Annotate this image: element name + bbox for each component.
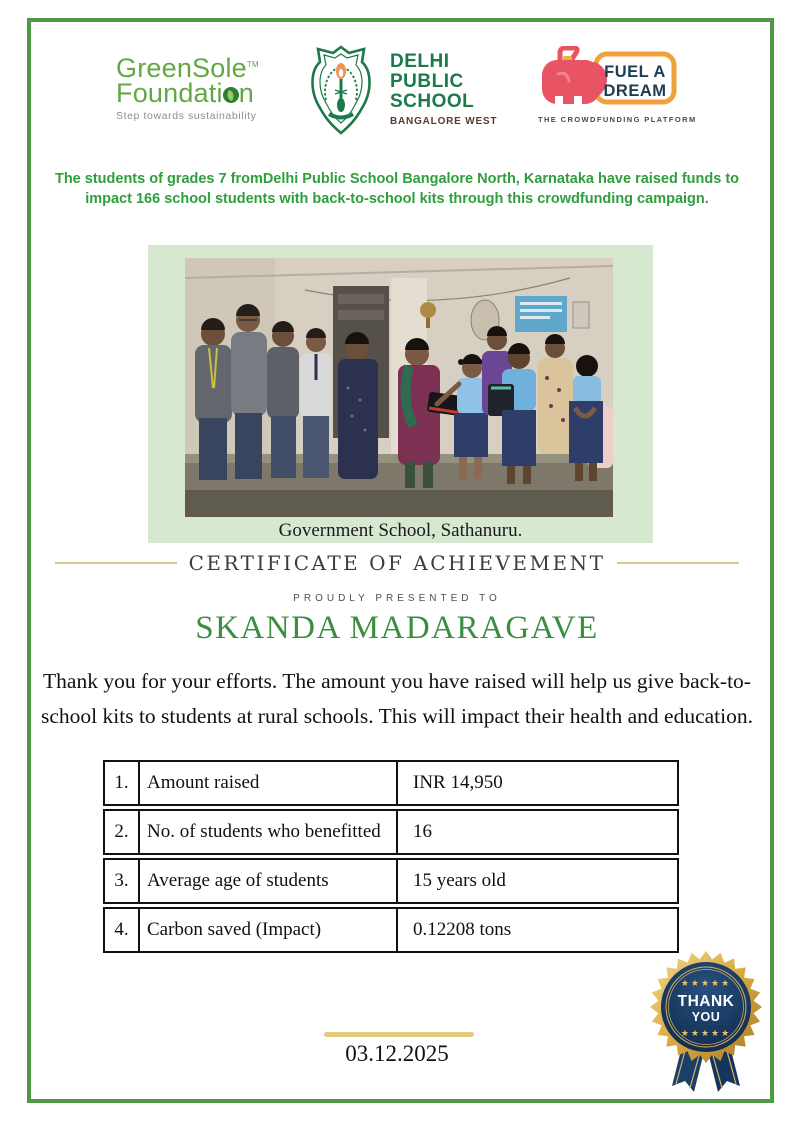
fuel-a-dream-logo <box>538 46 697 124</box>
row-value: 15 years old <box>413 870 506 891</box>
table-row <box>103 760 679 806</box>
date-rule <box>324 1032 474 1037</box>
row-value: INR 14,950 <box>413 772 503 793</box>
certificate-heading: CERTIFICATE OF ACHIEVEMENT <box>188 551 606 575</box>
gold-rule-left <box>55 562 177 564</box>
gold-rule-right <box>617 562 739 564</box>
table-row <box>103 907 679 953</box>
trademark-mark: TM <box>246 60 259 69</box>
thank-you-badge-icon <box>642 950 770 1100</box>
row-label: No. of students who benefitted <box>140 811 398 853</box>
dps-wordmark <box>390 44 497 136</box>
photo-panel <box>148 245 653 543</box>
dps-logo <box>304 44 497 136</box>
greensole-name-line1 <box>116 52 291 81</box>
stars-bottom: ★★★★★ <box>680 1028 732 1038</box>
dps-word-delhi: DELHI <box>390 51 450 72</box>
badge-word-thank: THANK <box>677 993 735 1010</box>
table-row <box>103 858 679 904</box>
row-number: 3. <box>105 860 140 902</box>
dps-word-public: PUBLIC <box>390 71 464 92</box>
thank-you-message: Thank you for your efforts. The amount you have raised will help us give back-to-school kits to students at rural schools. This will impact their health and education. <box>41 669 753 728</box>
dps-shield-icon <box>304 44 378 136</box>
greensole-word: Foundati <box>116 78 223 108</box>
campaign-intro-text: The students of grades 7 fromDelhi Public School Bangalore North, Karnataka have raised funds to impact 166 school students with back-to-school kits through this crowdfunding campaign. <box>54 171 740 207</box>
fad-word-fuel-a: FUEL A <box>604 63 666 81</box>
dps-word-school: SCHOOL <box>390 91 475 112</box>
row-label: Average age of students <box>140 860 398 902</box>
badge-word-you: YOU <box>691 1010 721 1024</box>
greensole-word: n <box>238 78 254 108</box>
school-photo <box>185 258 613 517</box>
certificate-heading-row <box>0 551 794 575</box>
greensole-word: GreenSole <box>116 53 247 83</box>
greensole-tagline: Step towards sustainability <box>116 110 257 122</box>
photo-caption: Government School, Sathanuru. <box>278 520 523 541</box>
row-number: 4. <box>105 909 140 951</box>
greensole-logo <box>116 52 291 122</box>
row-number: 1. <box>105 762 140 804</box>
row-value: 0.12208 tons <box>413 919 512 940</box>
row-value: 16 <box>413 821 432 842</box>
leaf-icon <box>223 87 239 103</box>
stars-top: ★★★★★ <box>680 978 732 988</box>
certificate-date: 03.12.2025 <box>345 1041 449 1066</box>
stats-table <box>103 760 679 956</box>
row-label: Amount raised <box>140 762 398 804</box>
fuel-a-dream-elephant-icon <box>538 46 678 108</box>
table-row <box>103 809 679 855</box>
fad-tagline: THE CROWDFUNDING PLATFORM <box>538 115 697 124</box>
greensole-name-line2 <box>116 78 291 108</box>
fad-word-dream: DREAM <box>603 82 667 100</box>
recipient-name: SKANDA MADARAGAVE <box>195 610 599 646</box>
row-number: 2. <box>105 811 140 853</box>
row-label: Carbon saved (Impact) <box>140 909 398 951</box>
dps-branch-label: BANGALORE WEST <box>390 116 498 127</box>
presented-to-label: PROUDLY PRESENTED TO <box>293 593 501 604</box>
